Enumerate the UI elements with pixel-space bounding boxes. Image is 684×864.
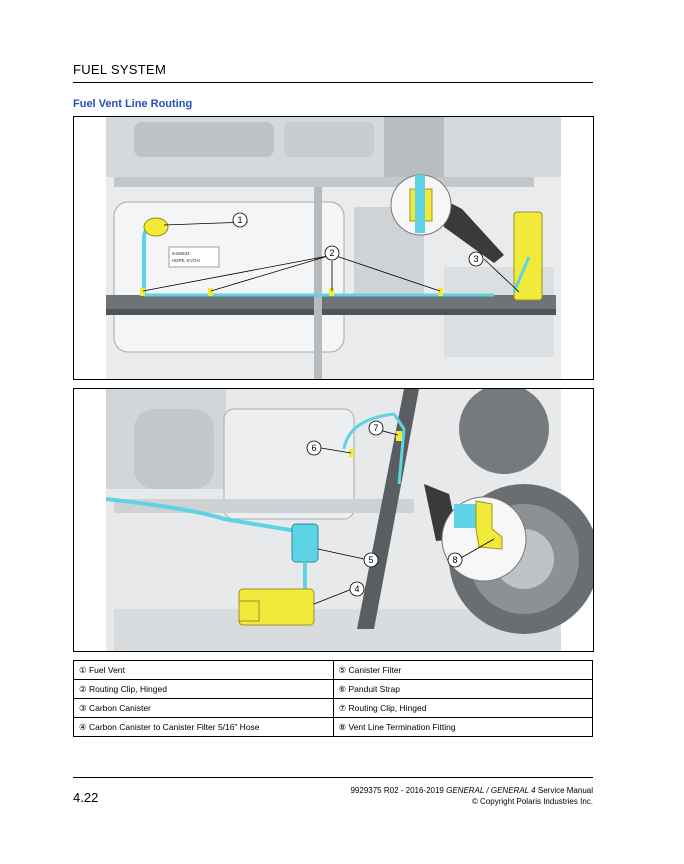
page-number: 4.22	[73, 790, 99, 805]
decal-line-2: HDPE, EVOH	[172, 258, 200, 263]
legend-table	[73, 660, 593, 737]
callout-1: 1	[237, 215, 243, 225]
decal-line-1: 5436634	[172, 251, 190, 256]
callout-5: 5	[368, 555, 374, 565]
footer-doc-info	[350, 785, 593, 807]
footer-rule	[73, 777, 593, 778]
callout-8: 8	[452, 555, 458, 565]
doc-suffix: Service Manual	[535, 786, 593, 795]
figure-bottom	[73, 388, 594, 652]
section-header: FUEL SYSTEM	[73, 62, 167, 77]
legend-item: ① Fuel Vent	[74, 661, 334, 680]
header-rule	[73, 82, 593, 83]
callout-6: 6	[311, 443, 317, 453]
legend-item: ④ Carbon Canister to Canister Filter 5/16” Hose	[74, 718, 334, 737]
table-row	[74, 661, 593, 680]
figure-top-illustration	[74, 117, 593, 379]
copyright: © Copyright Polaris Industries Inc.	[471, 797, 593, 806]
legend-item: ⑤ Canister Filter	[333, 661, 593, 680]
legend-item: ③ Carbon Canister	[74, 699, 334, 718]
callout-4: 4	[354, 584, 360, 594]
table-row	[74, 718, 593, 737]
legend-item: ② Routing Clip, Hinged	[74, 680, 334, 699]
legend-item: ⑦ Routing Clip, Hinged	[333, 699, 593, 718]
table-row	[74, 680, 593, 699]
callout-2: 2	[329, 248, 335, 258]
legend-item: ⑥ Panduit Strap	[333, 680, 593, 699]
callout-7: 7	[373, 423, 379, 433]
figure-top	[73, 116, 594, 380]
page-title: Fuel Vent Line Routing	[73, 98, 193, 110]
figure-bottom-illustration	[74, 389, 593, 651]
legend-item: ⑧ Vent Line Termination Fitting	[333, 718, 593, 737]
doc-prefix: 9929375 R02 - 2016-2019	[350, 786, 447, 795]
callout-3: 3	[473, 254, 479, 264]
doc-title-line	[350, 785, 593, 796]
table-row	[74, 699, 593, 718]
doc-model: GENERAL / GENERAL 4	[446, 786, 536, 795]
